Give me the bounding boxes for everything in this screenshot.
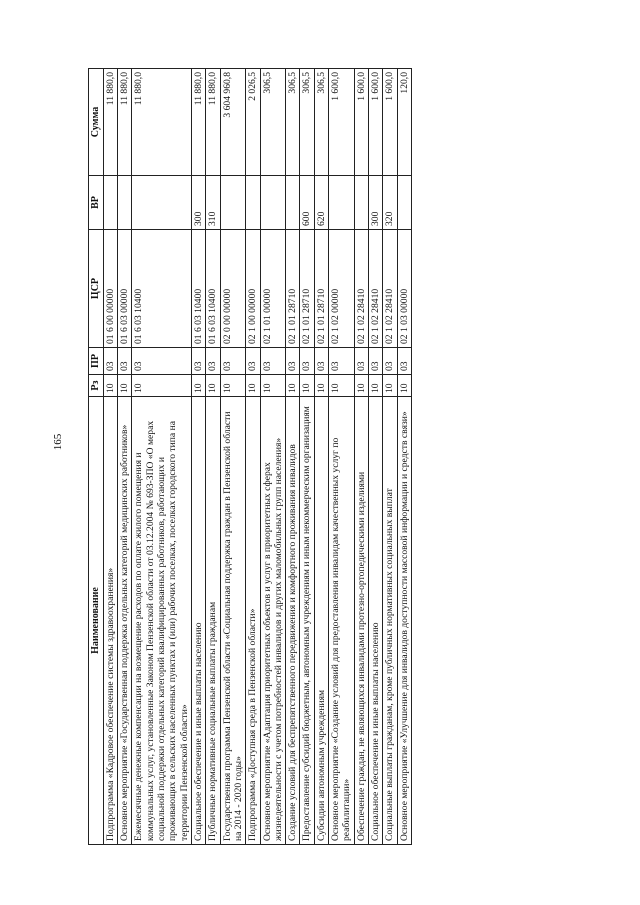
cell-rz: 10 (286, 375, 300, 397)
cell-rz: 10 (397, 375, 411, 397)
cell-sum: 3 604 960,8 (220, 69, 246, 176)
cell-rz: 10 (383, 375, 397, 397)
cell-sum: 306,5 (314, 69, 328, 176)
cell-vr (329, 176, 355, 230)
header-pr: ПР (89, 348, 104, 375)
header-csr: ЦСР (89, 230, 104, 348)
cell-rz: 10 (369, 375, 383, 397)
cell-rz: 10 (103, 375, 117, 397)
table-row (314, 69, 328, 845)
table-row (206, 69, 220, 845)
cell-sum: 2 026,5 (246, 69, 260, 176)
cell-vr (286, 176, 300, 230)
cell-sum: 1 600,0 (329, 69, 355, 176)
cell-vr: 320 (383, 176, 397, 230)
cell-name: Основное мероприятие «Создание условий для предоставления инвалидам качественных услуг по реабилитации» (329, 397, 355, 845)
cell-name: Государственная программа Пензенской области «Социальная поддержка граждан в Пензенской области на 2014 - 2020 годы» (220, 397, 246, 845)
table-row (260, 69, 286, 845)
cell-name: Социальные выплаты гражданам, кроме публичных нормативных социальных выплат (383, 397, 397, 845)
cell-csr: 02 1 02 28410 (383, 230, 397, 348)
cell-pr: 03 (369, 348, 383, 375)
cell-pr: 03 (354, 348, 368, 375)
table-row (118, 69, 132, 845)
cell-vr: 600 (300, 176, 314, 230)
cell-csr: 02 1 02 28410 (354, 230, 368, 348)
cell-sum: 11 880,0 (118, 69, 132, 176)
cell-sum: 11 880,0 (132, 69, 192, 176)
cell-vr: 620 (314, 176, 328, 230)
header-rz: Рз (89, 375, 104, 397)
cell-csr: 02 1 02 00000 (329, 230, 355, 348)
cell-rz: 10 (354, 375, 368, 397)
table-row (383, 69, 397, 845)
cell-vr: 300 (191, 176, 205, 230)
rotated-table-container (88, 69, 543, 845)
cell-rz: 10 (206, 375, 220, 397)
cell-pr: 03 (220, 348, 246, 375)
table-row (246, 69, 260, 845)
cell-sum: 120,0 (397, 69, 411, 176)
table-row (300, 69, 314, 845)
page-number: 165 (52, 433, 64, 451)
cell-csr: 01 6 03 10400 (206, 230, 220, 348)
cell-csr: 02 1 01 28710 (300, 230, 314, 348)
cell-name: Основное мероприятие «Улучшение для инвалидов доступности массовой информации и средств связи» (397, 397, 411, 845)
cell-vr (103, 176, 117, 230)
header-sum: Сумма (89, 69, 104, 176)
cell-rz: 10 (246, 375, 260, 397)
table-row (369, 69, 383, 845)
cell-vr (220, 176, 246, 230)
cell-name: Основное мероприятие «Адаптация приоритетных объектов и услуг в приоритетных сферах жизнедеятельности с учетом потребностей инвалидов и других маломобильных групп населения» (260, 397, 286, 845)
cell-sum: 11 880,0 (191, 69, 205, 176)
cell-name: Субсидии автономным учреждениям (314, 397, 328, 845)
cell-vr (246, 176, 260, 230)
cell-name: Обеспечение граждан, не являющихся инвалидами протезно-ортопедическими изделиями (354, 397, 368, 845)
header-vr: ВР (89, 176, 104, 230)
cell-name: Основное мероприятие «Государственная поддержка отдельных категорий медицинских работников» (118, 397, 132, 845)
cell-pr: 03 (329, 348, 355, 375)
cell-pr: 03 (383, 348, 397, 375)
cell-csr: 02 1 01 00000 (260, 230, 286, 348)
table-row (191, 69, 205, 845)
cell-sum: 306,5 (260, 69, 286, 176)
cell-rz: 10 (329, 375, 355, 397)
cell-pr: 03 (300, 348, 314, 375)
cell-pr: 03 (191, 348, 205, 375)
cell-pr: 03 (103, 348, 117, 375)
cell-pr: 03 (260, 348, 286, 375)
table-row (132, 69, 192, 845)
cell-sum: 11 880,0 (206, 69, 220, 176)
cell-rz: 10 (191, 375, 205, 397)
cell-vr (397, 176, 411, 230)
cell-pr: 03 (246, 348, 260, 375)
table-row (286, 69, 300, 845)
cell-rz: 10 (118, 375, 132, 397)
header-name: Наименование (89, 397, 104, 845)
cell-csr: 02 1 01 28710 (314, 230, 328, 348)
cell-csr: 02 1 01 28710 (286, 230, 300, 348)
cell-name: Публичные нормативные социальные выплаты гражданам (206, 397, 220, 845)
cell-rz: 10 (300, 375, 314, 397)
cell-csr: 02 1 00 00000 (246, 230, 260, 348)
table-row (329, 69, 355, 845)
cell-vr: 310 (206, 176, 220, 230)
cell-sum: 1 600,0 (383, 69, 397, 176)
cell-csr: 02 0 00 00000 (220, 230, 246, 348)
table-body (103, 69, 411, 845)
cell-name: Подпрограмма «Кадровое обеспечение системы здравоохранения» (103, 397, 117, 845)
cell-vr (132, 176, 192, 230)
cell-sum: 1 600,0 (369, 69, 383, 176)
cell-name: Создание условий для беспрепятственного передвижения и комфортного проживания инвалидов (286, 397, 300, 845)
cell-name: Социальное обеспечение и иные выплаты населению (191, 397, 205, 845)
cell-csr: 02 1 02 28410 (369, 230, 383, 348)
cell-csr: 02 1 03 00000 (397, 230, 411, 348)
cell-sum: 306,5 (286, 69, 300, 176)
cell-name: Социальное обеспечение и иные выплаты населению (369, 397, 383, 845)
cell-pr: 03 (397, 348, 411, 375)
cell-vr (354, 176, 368, 230)
cell-pr: 03 (286, 348, 300, 375)
cell-csr: 01 6 03 00000 (118, 230, 132, 348)
cell-sum: 306,5 (300, 69, 314, 176)
cell-vr (118, 176, 132, 230)
cell-pr: 03 (132, 348, 192, 375)
cell-csr: 01 6 03 10400 (191, 230, 205, 348)
cell-name: Ежемесячные денежные компенсации на возмещение расходов по оплате жилого помещения и коммунальных услуг, установленные Законом Пензенской области от 03.12.2004 № 693-ЗПО «О мерах социальной поддержки отдельных категорий квалифицированных работников, работающих и проживающих в сельских населенных пунктах и (или) рабочих поселках, поселках городского типа на территории Пензенской области» (132, 397, 192, 845)
table-row (354, 69, 368, 845)
cell-pr: 03 (118, 348, 132, 375)
cell-rz: 10 (220, 375, 246, 397)
cell-rz: 10 (314, 375, 328, 397)
cell-name: Предоставление субсидий бюджетным, автономным учреждениям и иным некоммерческим организациям (300, 397, 314, 845)
cell-csr: 01 6 03 10400 (132, 230, 192, 348)
table-row (103, 69, 117, 845)
budget-table (88, 68, 412, 845)
cell-rz: 10 (132, 375, 192, 397)
cell-sum: 11 880,0 (103, 69, 117, 176)
cell-pr: 03 (314, 348, 328, 375)
cell-pr: 03 (206, 348, 220, 375)
cell-name: Подпрограмма «Доступная среда в Пензенской области» (246, 397, 260, 845)
table-row (220, 69, 246, 845)
table-header-row (89, 69, 104, 845)
cell-csr: 01 6 00 00000 (103, 230, 117, 348)
table-row (397, 69, 411, 845)
cell-rz: 10 (260, 375, 286, 397)
cell-sum: 1 600,0 (354, 69, 368, 176)
cell-vr (260, 176, 286, 230)
cell-vr: 300 (369, 176, 383, 230)
